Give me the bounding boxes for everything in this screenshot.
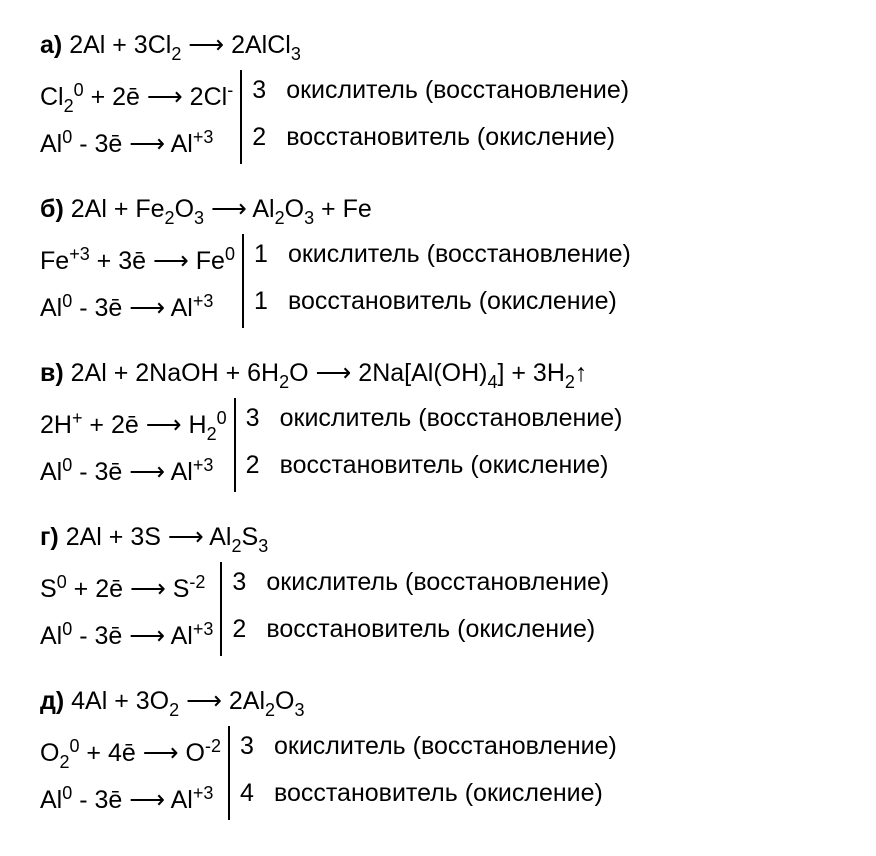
- balance-row-reducer: [252, 117, 629, 164]
- superscript: 0: [62, 127, 73, 147]
- reaction-letter: б): [40, 195, 64, 223]
- formula-text: 2Al + Fe: [70, 195, 165, 223]
- reaction-block-g: [40, 522, 609, 656]
- superscript: +3: [192, 783, 214, 803]
- subscript: 2: [164, 208, 175, 228]
- role-label: восстановитель (окисление): [287, 287, 617, 315]
- balance-row-oxidizer: [252, 70, 629, 117]
- formula-text: + 4ē ⟶ O: [79, 739, 205, 767]
- reaction-equation: [40, 686, 617, 726]
- formula-text: Cl: [40, 83, 64, 111]
- subscript: 2: [279, 372, 290, 392]
- superscript: 0: [62, 291, 73, 311]
- subscript: 2: [231, 536, 242, 556]
- formula-text: ⟶ Al: [204, 195, 275, 223]
- superscript: 0: [62, 455, 73, 475]
- half-reaction-oxidation: [40, 281, 235, 328]
- reaction-letter: д): [40, 687, 65, 715]
- subscript: 2: [63, 96, 74, 116]
- subscript: 2: [169, 700, 180, 720]
- formula-text: O: [275, 687, 295, 715]
- formula-text: - 3ē ⟶ Al: [72, 786, 193, 814]
- coefficient: 4: [239, 779, 254, 807]
- formula-text: 2Al + 2NaOH + 6H: [70, 359, 280, 387]
- equation-formula: [65, 523, 269, 556]
- superscript: 0: [216, 408, 227, 428]
- formula-text: ] + 3H: [497, 359, 565, 387]
- formula-text: Al: [40, 130, 63, 158]
- coefficient: 2: [252, 123, 267, 151]
- formula-text: - 3ē ⟶ Al: [72, 130, 193, 158]
- reaction-letter: г): [40, 523, 59, 551]
- formula-text: - 3ē ⟶ Al: [72, 458, 193, 486]
- subscript: 2: [206, 424, 217, 444]
- electron-balance: [40, 70, 629, 164]
- formula-text: ↑: [574, 359, 588, 387]
- role-label: окислитель (восстановление): [287, 240, 631, 268]
- formula-text: S: [241, 523, 259, 551]
- coefficient: 2: [232, 615, 247, 643]
- reaction-letter: а): [40, 31, 63, 59]
- subscript: 3: [304, 208, 315, 228]
- subscript: 3: [258, 536, 269, 556]
- role-label: окислитель (восстановление): [279, 404, 623, 432]
- balance-row-oxidizer: [254, 234, 631, 281]
- subscript: 2: [265, 700, 276, 720]
- superscript: +3: [69, 244, 90, 264]
- reaction-equation: [40, 30, 629, 70]
- half-reaction-oxidation: [40, 609, 213, 656]
- formula-text: Al: [40, 622, 63, 650]
- balance-row-reducer: [246, 445, 623, 492]
- role-label: окислитель (восстановление): [273, 732, 617, 760]
- role-label: восстановитель (окисление): [279, 451, 609, 479]
- reaction-equation: [40, 358, 622, 398]
- superscript: +3: [192, 455, 214, 475]
- superscript: -: [227, 80, 234, 100]
- subscript: 2: [274, 208, 285, 228]
- reaction-equation: [40, 522, 609, 562]
- coefficient: 3: [252, 76, 267, 104]
- balance-row-oxidizer: [232, 562, 609, 609]
- formula-text: 2Al + 3Cl: [69, 31, 172, 59]
- coefficient: 1: [253, 240, 268, 268]
- superscript: 0: [73, 80, 84, 100]
- reaction-letter: в): [40, 359, 64, 387]
- electron-balance: [40, 234, 631, 328]
- subscript: 3: [194, 208, 205, 228]
- subscript: 3: [294, 700, 305, 720]
- role-label: восстановитель (окисление): [266, 615, 596, 643]
- role-label: восстановитель (окисление): [286, 123, 616, 151]
- formula-text: + 2ē ⟶ S: [66, 575, 190, 603]
- half-reaction-oxidation: [40, 773, 221, 820]
- formula-text: + 2ē ⟶ H: [82, 411, 207, 439]
- subscript: 2: [171, 44, 182, 64]
- formula-text: Fe: [40, 247, 70, 275]
- superscript: +: [71, 408, 83, 428]
- superscript: 0: [56, 572, 67, 592]
- coefficient: 1: [253, 287, 268, 315]
- superscript: -2: [189, 572, 206, 592]
- reaction-equation: [40, 194, 631, 234]
- role-label: окислитель (восстановление): [286, 76, 630, 104]
- balance-row-reducer: [240, 773, 617, 820]
- balance-row-reducer: [232, 609, 609, 656]
- superscript: +3: [192, 127, 214, 147]
- electron-balance: [40, 562, 609, 656]
- formula-text: + 3ē ⟶ Fe: [89, 247, 225, 275]
- half-reaction-reduction: [40, 234, 235, 281]
- formula-text: S: [40, 575, 57, 603]
- equation-formula: [69, 31, 301, 64]
- superscript: +3: [192, 619, 214, 639]
- role-label: окислитель (восстановление): [266, 568, 610, 596]
- formula-text: O: [284, 195, 305, 223]
- balance-row-reducer: [254, 281, 631, 328]
- formula-text: Al: [40, 458, 63, 486]
- formula-text: O ⟶ 2Na[Al(OH): [289, 359, 488, 387]
- superscript: -2: [204, 736, 221, 756]
- formula-text: 2Al + 3S ⟶ Al: [65, 523, 232, 551]
- subscript: 2: [59, 752, 70, 772]
- half-reaction-reduction: [40, 70, 233, 117]
- reaction-block-d: [40, 686, 617, 820]
- subscript: 4: [487, 372, 498, 392]
- electron-balance: [40, 726, 617, 820]
- superscript: 0: [62, 783, 73, 803]
- superscript: 0: [62, 619, 73, 639]
- electron-balance: [40, 398, 622, 492]
- superscript: 0: [69, 736, 80, 756]
- formula-text: O: [40, 739, 60, 767]
- equation-formula: [70, 359, 588, 392]
- subscript: 2: [564, 372, 575, 392]
- coefficient: 3: [245, 404, 260, 432]
- formula-text: O: [174, 195, 195, 223]
- formula-text: 4Al + 3O: [71, 687, 170, 715]
- reaction-block-b: [40, 194, 631, 328]
- reaction-block-a: [40, 30, 629, 164]
- equation-formula: [70, 195, 372, 228]
- half-reaction-oxidation: [40, 117, 233, 164]
- formula-text: - 3ē ⟶ Al: [72, 622, 193, 650]
- coefficient: 2: [245, 451, 260, 479]
- subscript: 3: [290, 44, 301, 64]
- half-reaction-reduction: [40, 562, 213, 609]
- formula-text: 2H: [40, 411, 72, 439]
- formula-text: Al: [40, 786, 63, 814]
- half-reaction-reduction: [40, 726, 221, 773]
- formula-text: Al: [40, 294, 63, 322]
- formula-text: + 2ē ⟶ 2Cl: [83, 83, 228, 111]
- coefficient: 3: [239, 732, 254, 760]
- equation-formula: [71, 687, 305, 720]
- balance-row-oxidizer: [240, 726, 617, 773]
- formula-text: ⟶ 2AlCl: [181, 31, 291, 59]
- role-label: восстановитель (окисление): [273, 779, 603, 807]
- formula-text: ⟶ 2Al: [179, 687, 266, 715]
- reaction-block-v: [40, 358, 622, 492]
- superscript: +3: [192, 291, 214, 311]
- formula-text: + Fe: [314, 195, 372, 223]
- formula-text: - 3ē ⟶ Al: [72, 294, 193, 322]
- balance-row-oxidizer: [246, 398, 623, 445]
- coefficient: 3: [232, 568, 247, 596]
- half-reaction-oxidation: [40, 445, 227, 492]
- half-reaction-reduction: [40, 398, 227, 445]
- superscript: 0: [224, 244, 235, 264]
